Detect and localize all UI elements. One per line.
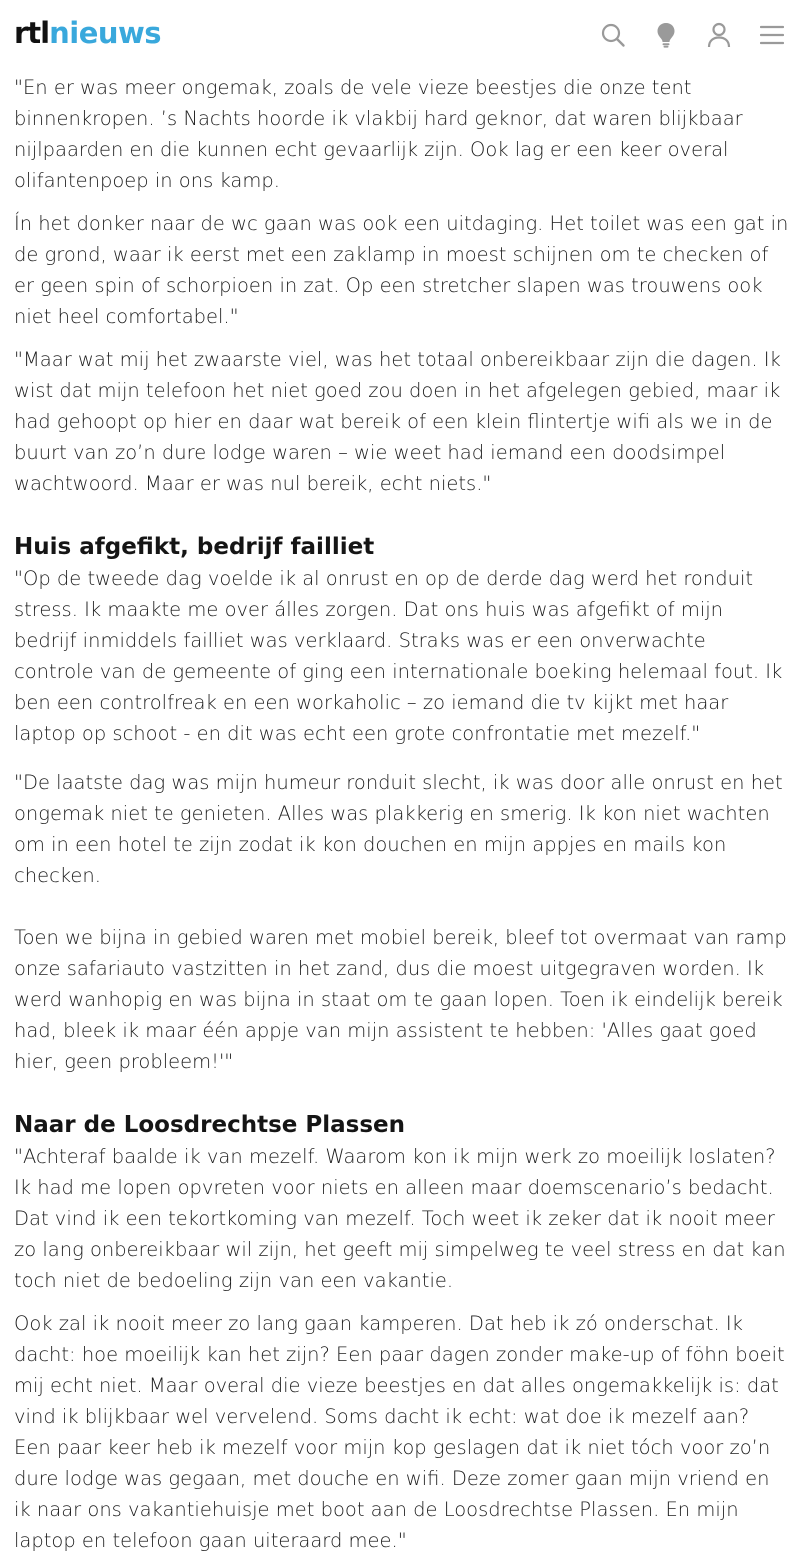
- header-icons: [578, 17, 790, 53]
- logo-rtl: rtl: [14, 16, 50, 50]
- article-paragraph: "En er was meer ongemak, zoals de vele vieze beestjes die onze tent binnenkropen. ’s Nachts hoorde ik vlakbij hard geknor, dat waren blijkbaar nijlpaarden en die kunnen echt gevaarlijk zijn. Ook lag er een keer overal olifantenpoep in ons kamp.: [14, 76, 743, 192]
- menu-button[interactable]: [754, 17, 790, 53]
- user-icon: [707, 22, 731, 48]
- menu-icon: [760, 24, 784, 46]
- account-button[interactable]: [701, 17, 737, 53]
- article-paragraph: Ook zal ik nooit meer zo lang gaan kamperen. Dat heb ik zó onderschat. Ik dacht: hoe moeilijk kan het zijn? Een paar dagen zonder make-up of föhn boeit mij echt niet. Maar overal die vieze beestjes en dat alles ongemakkelijk is: dat vind ik blijkbaar wel vervelend. Soms dacht ik echt: wat doe ik mezelf aan? Een paar keer heb ik mezelf voor mijn kop geslagen dat ik niet tóch voor zo’n dure lodge was gegaan, met douche en wifi. Deze zomer gaan mijn vriend en ik naar ons vakantiehuisje met boot aan de Loosdrechtse Plassen. En mijn laptop en telefoon gaan uiteraard mee.": [14, 1312, 785, 1552]
- article-paragraph: Toen we bijna in gebied waren met mobiel bereik, bleef tot overmaat van ramp onze safariauto vastzitten in het zand, dus die moest uitgegraven worden. Ik werd wanhopig en was bijna in staat om te gaan lopen. Toen ik eindelijk bereik had, bleek ik maar één appje van mijn assistent te hebben: 'Alles gaat goed hier, geen probleem!'": [14, 926, 787, 1073]
- section-heading: Naar de Loosdrechtse Plassen: [14, 1112, 405, 1138]
- article-paragraph: "Maar wat mij het zwaarste viel, was het totaal onbereikbaar zijn die dagen. Ik wist dat mijn telefoon het niet goed zou doen in het afgelegen gebied, maar ik had gehoopt op hier en daar wat bereik of een klein flintertje wifi als we in de buurt van zo’n dure lodge waren – wie weet had iemand een doodsimpel wachtwoord. Maar er was nul bereik, echt niets.": [14, 348, 781, 495]
- search-icon: [600, 22, 626, 48]
- tips-button[interactable]: [648, 17, 684, 53]
- rtl-nieuws-logo[interactable]: [14, 13, 161, 53]
- logo-nieuws: nieuws: [49, 16, 162, 50]
- site-header: [0, 0, 800, 70]
- article-paragraph: "De laatste dag was mijn humeur ronduit slecht, ik was door alle onrust en het ongemak niet te genieten. Alles was plakkerig en smerig. Ik kon niet wachten om in een hotel te zijn zodat ik kon douchen en mijn appjes en mails kon checken.: [14, 771, 783, 887]
- article-paragraph: Ín het donker naar de wc gaan was ook een uitdaging. Het toilet was een gat in de grond, waar ik eerst met een zaklamp in moest schijnen om te checken of er geen spin of schorpioen in zat. Op een stretcher slapen was trouwens ook niet heel comfortabel.": [14, 212, 789, 328]
- article-paragraph: "Achteraf baalde ik van mezelf. Waarom kon ik mijn werk zo moeilijk loslaten? Ik had me lopen opvreten voor niets en alleen maar doemscenario’s bedacht. Dat vind ik een tekortkoming van mezelf. Toch weet ik zeker dat ik nooit meer zo lang onbereikbaar wil zijn, het geeft mij simpelweg te veel stress en dat kan toch niet de bedoeling zijn van een vakantie.: [14, 1145, 786, 1292]
- article-paragraph: "Op de tweede dag voelde ik al onrust en op de derde dag werd het ronduit stress. Ik maakte me over álles zorgen. Dat ons huis was afgefikt of mijn bedrijf inmiddels failliet was verklaard. Straks was er een onverwachte controle van de gemeente of ging een internationale boeking helemaal fout. Ik ben een controlfreak en een workaholic – zo iemand die tv kijkt met haar laptop op schoot - en dit was echt een grote confrontatie met mezelf.": [14, 567, 783, 745]
- lightbulb-icon: [656, 22, 676, 48]
- article-body: [14, 72, 789, 1556]
- search-button[interactable]: [595, 17, 631, 53]
- section-heading: Huis afgefikt, bedrijf failliet: [14, 534, 375, 560]
